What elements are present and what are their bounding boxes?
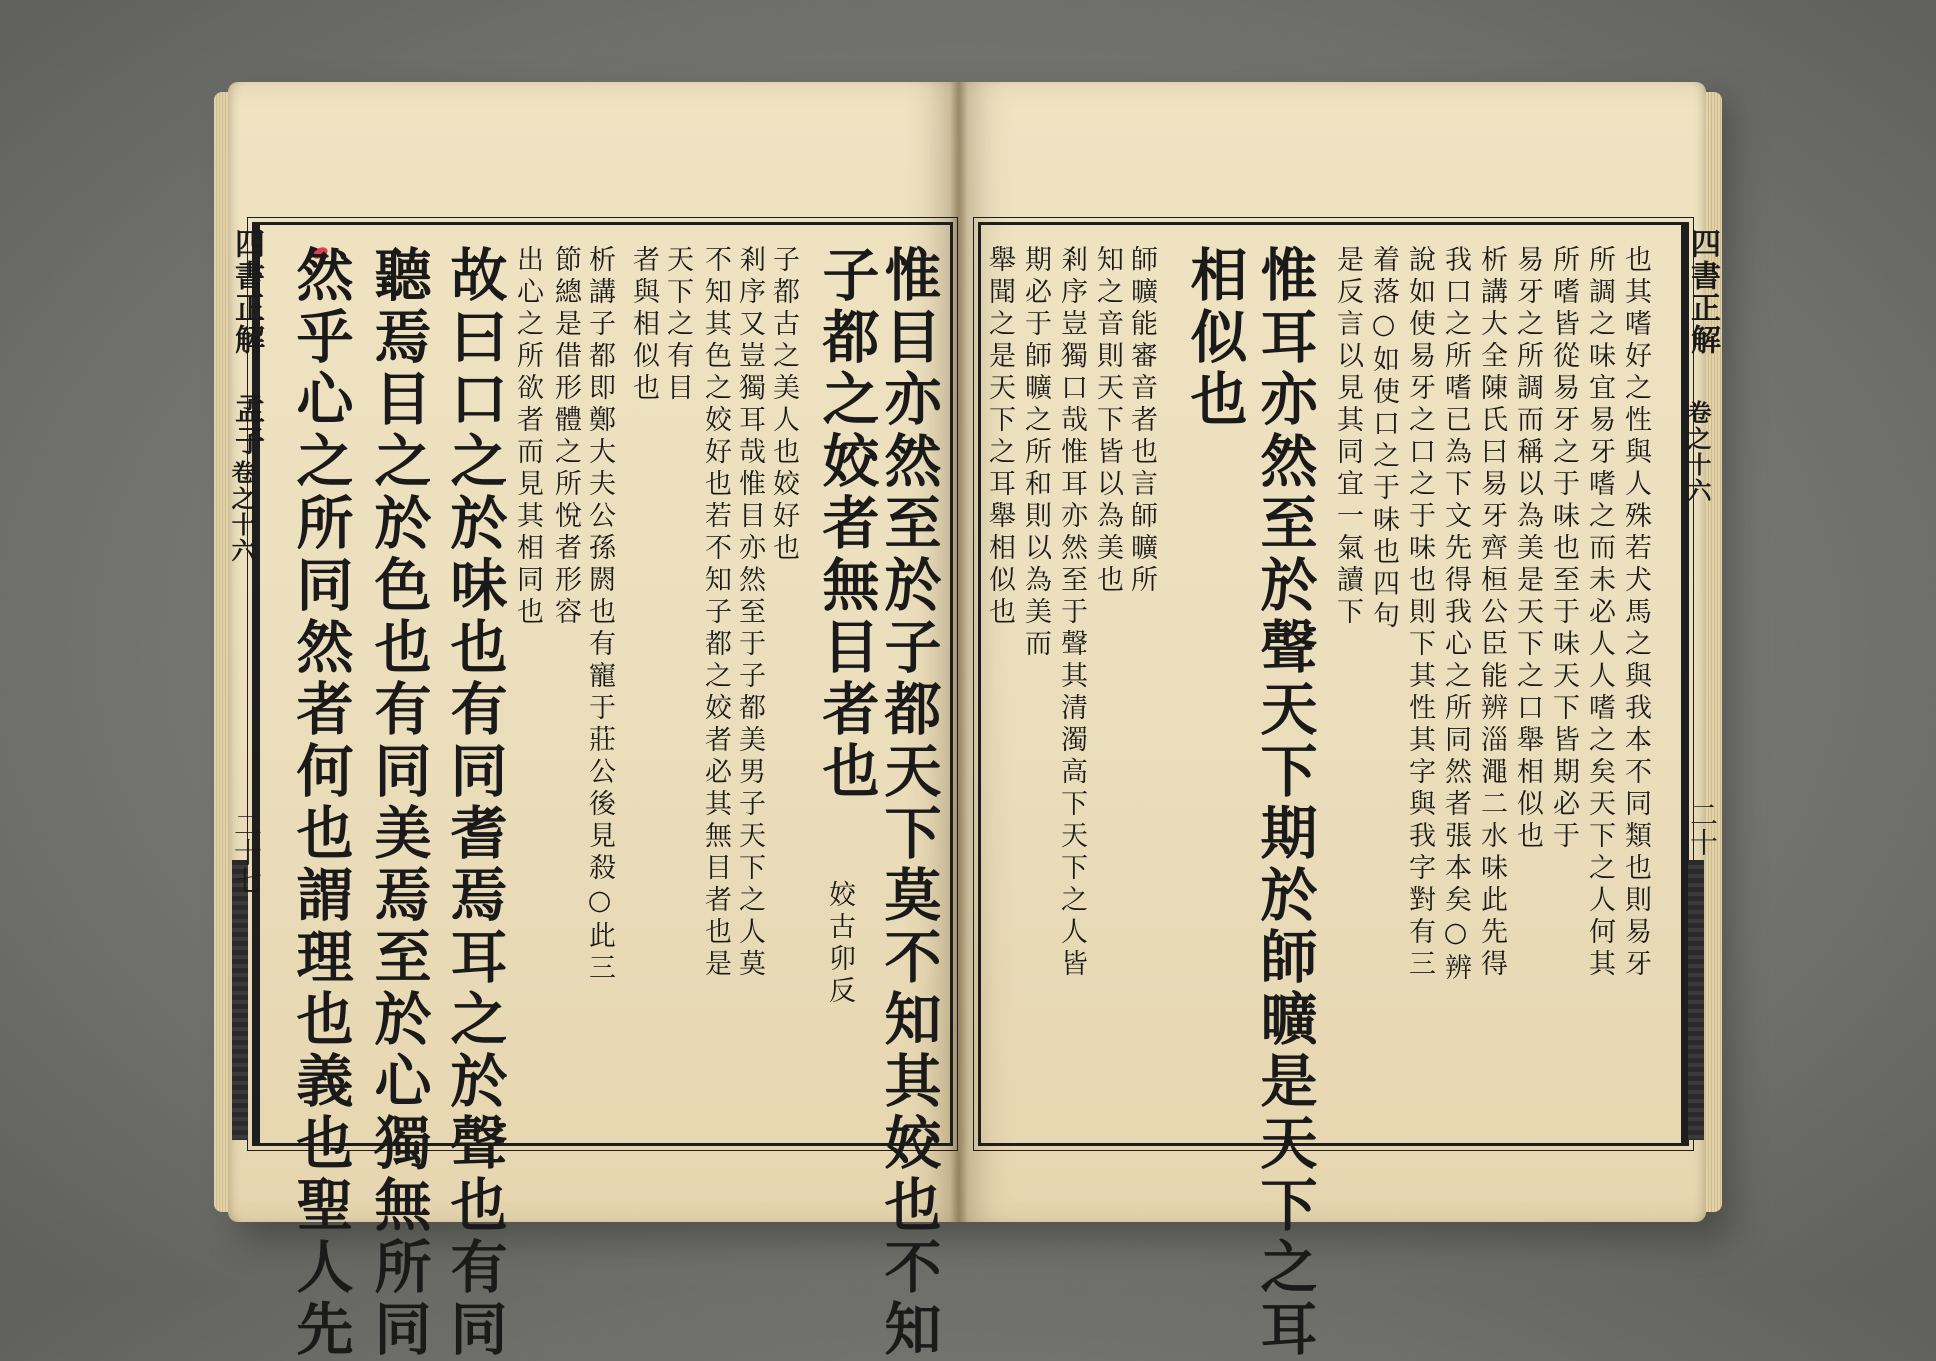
text-column: 易牙之所調而稱以為美是天下之口舉相似也: [1512, 245, 1543, 853]
text-column: 所嗜皆從易牙之于味也至于味天下皆期必于: [1548, 245, 1579, 853]
left-margin-title: 四書正解 孟子: [229, 228, 264, 457]
text-column: 我口之所嗜已為下文先得我心之所同然者張本矣○辨: [1440, 245, 1471, 985]
text-column: 惟耳亦然至於聲天下期於師曠是天下之耳: [1251, 245, 1318, 1361]
text-column-note: 姣古卯反: [824, 880, 855, 1008]
text-column: 出心之所欲者而見其相同也: [512, 245, 543, 629]
left-margin-subtitle: 卷之十六: [227, 460, 256, 564]
right-margin-title: 四書正解: [1685, 228, 1720, 356]
right-margin-subtitle: 卷之十六: [1683, 400, 1712, 504]
text-column: 知之音則天下皆以為美也: [1092, 245, 1123, 597]
text-column: 惟目亦然至於子都天下莫不知其姣也不知: [875, 245, 942, 1361]
text-column: 析講子都即鄭大夫公孫閼也有寵于莊公後見殺○此三: [584, 245, 615, 985]
text-column: 者與相似也: [628, 245, 659, 405]
text-column: 故曰口之於味也有同耆焉耳之於聲也有同: [441, 245, 508, 1361]
text-column: 所調之味宜易牙嗜之而未必人人嗜之矣天下之人何其: [1584, 245, 1615, 981]
text-column: 相似也: [1181, 245, 1248, 431]
text-column: 也其嗜好之性與人殊若犬馬之與我本不同類也則易牙: [1620, 245, 1651, 981]
text-column: 聽焉目之於色也有同美焉至於心獨無所同: [365, 245, 432, 1361]
text-column: 是反言以見其同宜一氣讀下: [1332, 245, 1363, 629]
text-column: 着落○如使口之于味也四句: [1368, 245, 1399, 633]
right-margin-band: [1688, 860, 1704, 1140]
text-column: 不知其色之姣好也若不知子都之姣者必其無目者也是: [700, 245, 731, 981]
text-column: 析講大全陳氏曰易牙齊桓公臣能辨淄澠二水味此先得: [1476, 245, 1507, 981]
text-column: 子都之姣者無目者也: [813, 245, 880, 803]
text-column: 剎序豈獨口哉惟耳亦然至于聲其清濁高下天下之人皆: [1056, 245, 1087, 981]
text-column: 師曠能審音者也言師曠所: [1126, 245, 1157, 597]
text-column: 天下之有目: [662, 245, 693, 405]
text-column: 節總是借形體之所悅者形容: [550, 245, 581, 629]
text-column: 子都古之美人也姣好也: [768, 245, 799, 565]
text-column: 剎序又豈獨耳哉惟目亦然至于子都美男子天下之人莫: [734, 245, 765, 981]
left-margin-band: [232, 860, 248, 1140]
text-column: 舉聞之是天下之耳舉相似也: [984, 245, 1015, 629]
text-column: 然乎心之所同然者何也謂理也義也聖人先: [287, 245, 354, 1361]
right-folio: 二十: [1686, 800, 1719, 856]
left-folio: 二十七: [230, 810, 263, 894]
text-column: 期必于師曠之所和則以為美而: [1020, 245, 1051, 661]
text-column: 說如使易牙之口之于味也則下其性其字與我字對有三: [1404, 245, 1435, 981]
